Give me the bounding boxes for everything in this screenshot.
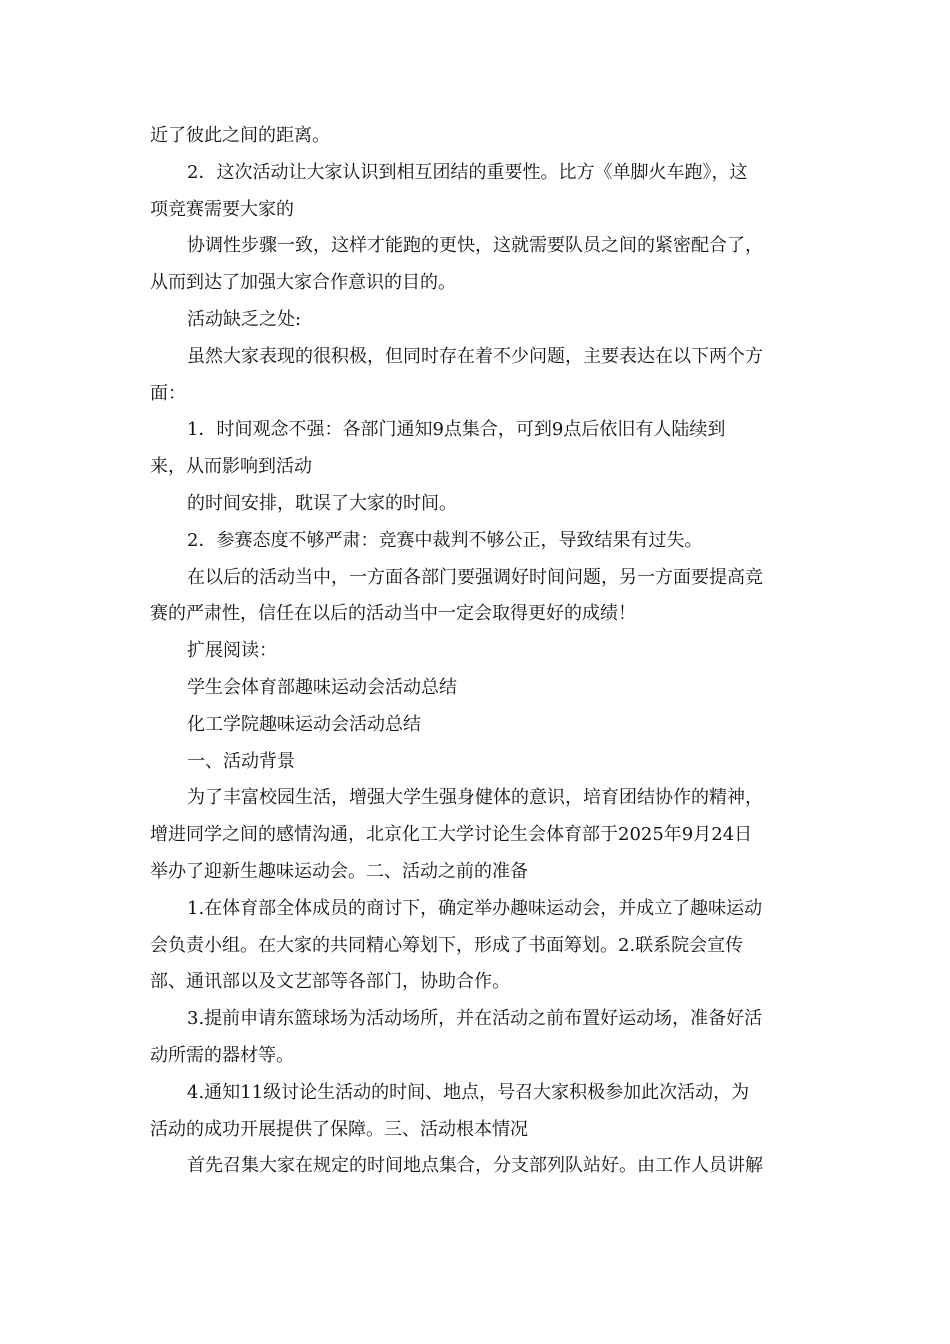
text-line: 活动缺乏之处: [187, 308, 302, 330]
text-line: 1.在体育部全体成员的商讨下，确定举办趣味运动会，并成立了趣味运动 [187, 897, 763, 919]
text-line: 化工学院趣味运动会活动总结 [187, 713, 421, 735]
text-line: 面： [150, 382, 186, 404]
text-line: 在以后的活动当中，一方面各部门要强调好时间问题，另一方面要提高竞 [187, 566, 763, 588]
text-line: 一、活动背景 [187, 750, 295, 772]
text-line: 赛的严肃性，信任在以后的活动当中一定会取得更好的成绩！ [150, 603, 636, 625]
text-line: 会负责小组。在大家的共同精心筹划下，形成了书面筹划。2.联系院会宣传 [150, 934, 744, 956]
text-line: 首先召集大家在规定的时间地点集合，分支部列队站好。由工作人员讲解 [187, 1155, 763, 1177]
text-line: 4.通知11级讨论生活动的时间、地点，号召大家积极参加此次活动，为 [187, 1081, 750, 1103]
text-line: 协调性步骤一致，这样才能跑的更快，这就需要队员之间的紧密配合了， [187, 235, 763, 257]
text-line: 2．这次活动让大家认识到相互团结的重要性。比方《单脚火车跑》，这 [187, 161, 748, 183]
text-line: 2．参赛态度不够严肃：竞赛中裁判不够公正，导致结果有过失。 [187, 529, 703, 551]
text-line: 增进同学之间的感情沟通，北京化工大学讨论生会体育部于2025年9月24日 [150, 824, 753, 846]
text-line: 的时间安排，耽误了大家的时间。 [187, 492, 457, 514]
text-line: 3.提前申请东篮球场为活动场所，并在活动之前布置好运动场，准备好活 [187, 1008, 763, 1030]
text-line: 学生会体育部趣味运动会活动总结 [187, 676, 457, 698]
document-page [150, 118, 800, 1185]
text-line: 部、通讯部以及文艺部等各部门，协助合作。 [150, 971, 510, 993]
text-line: 扩展阅读： [187, 640, 277, 662]
text-line: 动所需的器材等。 [150, 1044, 294, 1066]
text-line: 近了彼此之间的距离。 [150, 125, 330, 146]
text-line: 为了丰富校园生活，增强大学生强身健体的意识，培育团结协作的精神， [187, 787, 763, 809]
text-line: 来，从而影响到活动 [150, 456, 312, 478]
text-line: 从而到达了加强大家合作意识的目的。 [150, 272, 456, 294]
text-line: 举办了迎新生趣味运动会。二、活动之前的准备 [150, 860, 528, 882]
text-line: 活动的成功开展提供了保障。三、活动根本情况 [150, 1118, 528, 1140]
text-line: 项竞赛需要大家的 [150, 198, 294, 220]
text-line: 1．时间观念不强：各部门通知9点集合，可到9点后依旧有人陆续到 [187, 419, 726, 441]
text-line: 虽然大家表现的很积极，但同时存在着不少问题，主要表达在以下两个方 [187, 345, 763, 367]
